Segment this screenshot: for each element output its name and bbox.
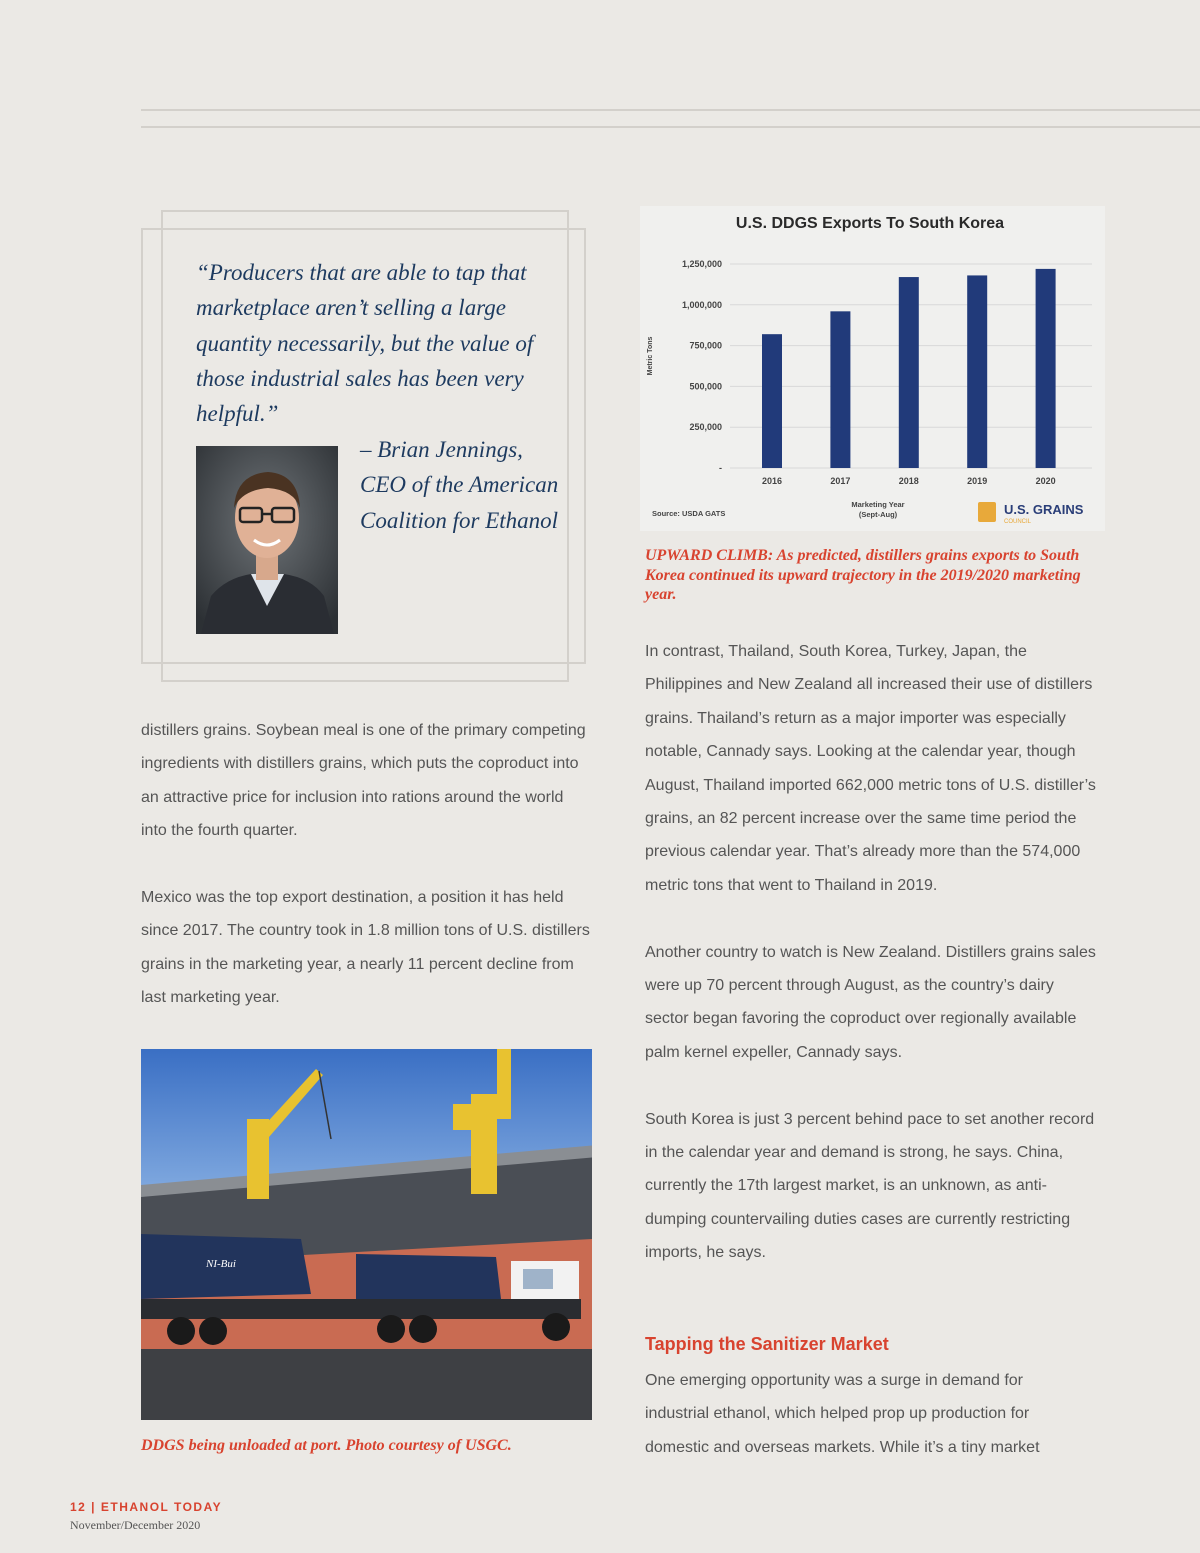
body-paragraph: Another country to watch is New Zealand. Distillers grains sales were up 70 percent through August, as the country’s dairy sector began favoring the coproduct over regionally available palm kernel expeller, Cannady says.	[645, 943, 1096, 1061]
chart-x-axis-label-line1: Marketing Year	[851, 500, 905, 509]
header-rule-top	[141, 109, 1200, 111]
chart-y-tick-label: 250,000	[689, 422, 722, 433]
chart-bars	[762, 269, 1056, 468]
body-paragraph: distillers grains. Soybean meal is one of the primary competing ingredients with distillers grains, which puts the coproduct into an attractive price for inclusion into rations around the world into the fourth quarter.	[141, 722, 586, 840]
portrait-photo	[196, 446, 338, 634]
chart-x-tick-label: 2017	[830, 476, 851, 486]
chart-caption: UPWARD CLIMB: As predicted, distillers grains exports to South Korea continued its upward trajectory in the 2019/2020 marketing year.	[645, 547, 1081, 603]
chart-x-ticks	[762, 476, 1056, 486]
chart-bar-2020	[1036, 269, 1056, 468]
right-column-text	[645, 635, 1100, 1303]
chart-x-tick-label: 2018	[898, 476, 919, 486]
chart-bar-2018	[899, 277, 919, 468]
chart-bar-2019	[967, 275, 987, 468]
pull-quote-attribution: – Brian Jennings, CEO of the American Coalition for Ethanol	[360, 437, 559, 533]
chart-bar-2017	[830, 311, 850, 468]
section-subhead: Tapping the Sanitizer Market	[645, 1334, 889, 1354]
ddgs-exports-chart	[640, 206, 1105, 531]
chart-x-axis-label-line2: (Sept-Aug)	[858, 510, 898, 519]
body-paragraph: Mexico was the top export destination, a position it has held since 2017. The country took in 1.8 million tons of U.S. distillers grains in the marketing year, a nearly 11 percent decline from last marketing year.	[141, 889, 590, 1007]
chart-y-tick-label: 500,000	[689, 381, 722, 392]
chart-x-tick-label: 2020	[1035, 476, 1056, 486]
chart-y-tick-label: 750,000	[689, 340, 722, 351]
chart-y-ticks	[682, 259, 722, 473]
footer-page-brand: 12 | ETHANOL TODAY	[70, 1500, 223, 1514]
chart-y-axis-label: Metric Tons	[647, 336, 654, 376]
usgc-logo-text: U.S. GRAINS	[1004, 502, 1084, 517]
usgc-logo-subtext: COUNCIL	[1004, 519, 1032, 525]
chart-y-tick-label: 1,250,000	[681, 259, 722, 269]
truck-logo-text: NI-Bui	[206, 1258, 236, 1270]
footer-issue-date: November/December 2020	[70, 1518, 201, 1532]
chart-x-tick-label: 2016	[761, 476, 783, 486]
chart-bar-2016	[762, 334, 782, 468]
body-paragraph: South Korea is just 3 percent behind pace to set another record in the calendar year and demand is strong, he says. China, currently the 17th largest market, is an unknown, as anti-dumping countervailing duties cases are currently restricting imports, he says.	[645, 1110, 1095, 1262]
usgc-logo-mark	[978, 502, 996, 522]
port-unloading-photo	[141, 1049, 592, 1420]
body-paragraph: In contrast, Thailand, South Korea, Turkey, Japan, the Philippines and New Zealand all increased their use of distillers grains. Thailand’s return as a major importer was especially notable, Cannady says. Looking at the calendar year, though August, Thailand imported 662,000 metric tons of U.S. distiller’s grains, an 82 percent increase over the same time period the previous calendar year. That’s already more than the 574,000 metric tons that went to Thailand in 2019.	[645, 643, 1096, 894]
photo-caption: DDGS being unloaded at port. Photo courtesy of USGC.	[141, 1437, 512, 1454]
chart-x-tick-label: 2019	[967, 476, 988, 486]
chart-y-tick-label: 1,000,000	[681, 299, 722, 310]
usgc-logo	[978, 502, 1084, 525]
chart-svg	[640, 206, 1105, 531]
header-rule-bottom	[141, 126, 1200, 128]
chart-title: U.S. DDGS Exports To South Korea	[735, 215, 1005, 232]
chart-source: Source: USDA GATS	[652, 509, 726, 518]
pull-quote-text: “Producers that are able to tap that marketplace aren’t selling a large quantity necessarily, but the value of those industrial sales has been very helpful.”	[196, 260, 534, 427]
subhead-paragraph: One emerging opportunity was a surge in demand for industrial ethanol, which helped prop up production for domestic and overseas markets. While it’s a tiny market	[645, 1372, 1040, 1456]
left-column-text	[141, 714, 591, 1048]
chart-y-tick-label: -	[719, 463, 722, 473]
